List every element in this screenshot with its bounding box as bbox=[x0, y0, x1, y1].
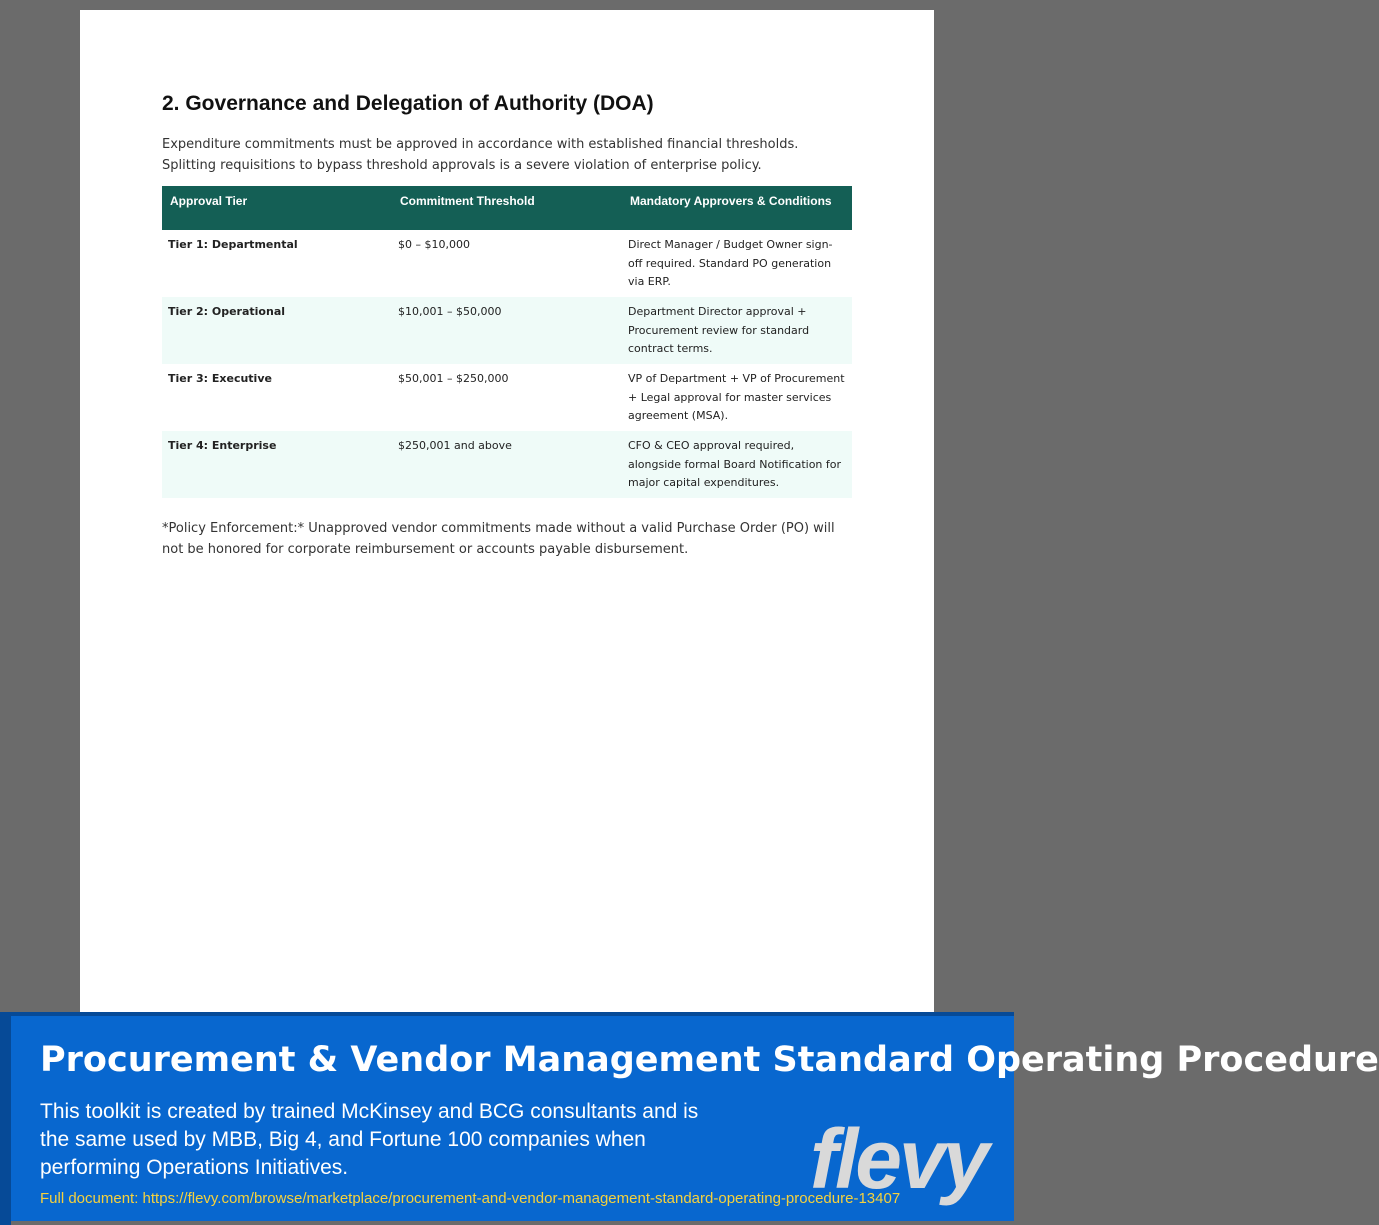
threshold-cell: $10,001 – $50,000 bbox=[392, 297, 622, 364]
approval-tier-cell: Tier 4: Enterprise bbox=[162, 431, 392, 498]
threshold-cell: $250,001 and above bbox=[392, 431, 622, 498]
flevy-logo-icon[interactable] bbox=[806, 1112, 996, 1206]
doa-table bbox=[162, 186, 852, 498]
banner-title: Procurement & Vendor Management Standard Operating Procedure bbox=[40, 1040, 1379, 1080]
approval-tier-cell: Tier 3: Executive bbox=[168, 372, 272, 385]
table-row bbox=[162, 431, 852, 498]
approval-tier-cell: Tier 1: Departmental bbox=[168, 238, 298, 251]
document-page bbox=[80, 10, 934, 1013]
table-row bbox=[162, 364, 852, 431]
approvers-cell: Department Director approval + Procurement review for standard contract terms. bbox=[622, 297, 852, 364]
flevy-logo-text: flevy bbox=[810, 1112, 987, 1206]
promo-banner bbox=[0, 1012, 1379, 1221]
approval-tier-cell: Tier 2: Operational bbox=[162, 297, 392, 364]
intro-paragraph: Expenditure commitments must be approved in accordance with established financial thresholds. Splitting requisitions to bypass threshold approvals is a severe violation of enterprise policy. bbox=[162, 137, 799, 173]
approvers-cell: CFO & CEO approval required, alongside formal Board Notification for major capital expenditures. bbox=[622, 431, 852, 498]
policy-enforcement-note: *Policy Enforcement:* Unapproved vendor commitments made without a valid Purchase Order (PO) will not be honored for corporate reimbursement or accounts payable disbursement. bbox=[162, 521, 835, 557]
full-document-link[interactable]: Full document: https://flevy.com/browse/marketplace/procurement-and-vendor-management-standard-operating-procedure-13407 bbox=[40, 1190, 901, 1207]
threshold-cell: $0 – $10,000 bbox=[398, 238, 470, 251]
column-header-approval-tier: Approval Tier bbox=[162, 186, 392, 230]
approvers-cell: Direct Manager / Budget Owner sign-off required. Standard PO generation via ERP. bbox=[628, 238, 833, 288]
banner-description: This toolkit is created by trained McKinsey and BCG consultants and is the same used by MBB, Big 4, and Fortune 100 companies when performing Operations Initiatives. bbox=[40, 1100, 699, 1179]
column-header-commitment-threshold: Commitment Threshold bbox=[392, 186, 622, 230]
threshold-cell: $50,001 – $250,000 bbox=[398, 372, 509, 385]
table-row bbox=[162, 230, 852, 297]
banner-edge bbox=[0, 1016, 11, 1225]
approvers-cell: VP of Department + VP of Procurement + Legal approval for master services agreement (MSA). bbox=[628, 372, 845, 422]
table-row bbox=[162, 297, 852, 364]
section-heading: 2. Governance and Delegation of Authority (DOA) bbox=[162, 92, 654, 115]
table-header-row bbox=[162, 186, 852, 230]
column-header-approvers-conditions: Mandatory Approvers & Conditions bbox=[622, 186, 852, 230]
